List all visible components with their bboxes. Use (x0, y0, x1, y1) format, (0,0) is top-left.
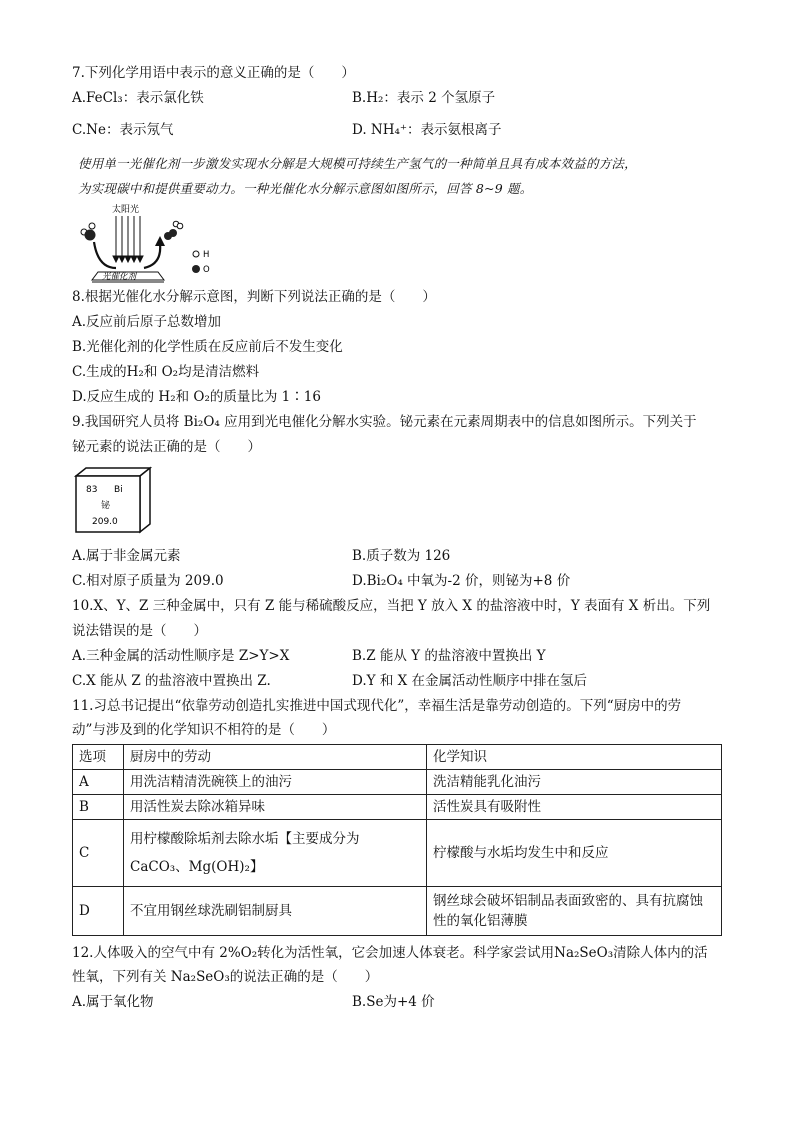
q12-stem-1: 12.人体吸入的空气中有 2%O₂转化为活性氧，它会加速人体衰老。科学家尝试用Na₂SeO₃清除人体内的活 (72, 945, 708, 961)
element-card-bi (72, 466, 152, 534)
q9-option-d: D.Bi₂O₄ 中氧为-2 价，则铋为+8 价 (352, 573, 571, 589)
product-molecules (164, 221, 183, 240)
q9-stem-1: 9.我国研究人员将 Bi₂O₄ 应用到光电催化分解水实验。铋元素在元素周期表中的信息如图所示。下列关于 (72, 414, 697, 430)
atomic-number: 83 (86, 485, 98, 495)
q12-stem-2: 性氧，下列有关 Na₂SeO₃的说法正确的是（ ） (72, 969, 379, 985)
q12-option-a: A.属于氧化物 (72, 994, 154, 1010)
q9-option-a: A.属于非金属元素 (72, 548, 181, 564)
q11-stem-2: 动”与涉及到的化学知识不相符的是（ ） (72, 722, 336, 738)
q10-option-d: D.Y 和 X 在金属活动性顺序中排在氢后 (352, 673, 588, 689)
sunlight-arrows (113, 216, 143, 262)
water-molecule (81, 223, 96, 241)
table-header-row (73, 745, 722, 770)
product-arrow-head (155, 236, 165, 246)
q7-option-d: D. NH₄⁺：表示氨根离子 (352, 122, 502, 138)
q10-stem-1: 10.X、Y、Z 三种金属中，只有 Z 能与稀硫酸反应，当把 Y 放入 X 的盐溶液中时，Y 表面有 X 析出。下列 (72, 598, 711, 614)
table-row (73, 820, 722, 887)
header-knowledge: 化学知识 (427, 745, 722, 770)
row-labor-line-1: 用柠檬酸除垢剂去除水垢【主要成分为 (130, 831, 360, 847)
row-knowledge: 柠檬酸与水垢均发生中和反应 (427, 820, 722, 887)
q8-stem: 8.根据光催化水分解示意图，判断下列说法正确的是（ ） (72, 289, 436, 305)
q8-option-a: A.反应前后原子总数增加 (72, 314, 222, 330)
atomic-mass: 209.0 (92, 517, 118, 527)
row-option: C (73, 820, 124, 887)
row-knowledge (427, 887, 722, 936)
row-knowledge: 洗洁精能乳化油污 (427, 770, 722, 795)
row-knowledge-line-2: 性的氧化铝薄膜 (433, 913, 528, 929)
header-option: 选项 (73, 745, 124, 770)
q9-option-c: C.相对原子质量为 209.0 (72, 573, 224, 589)
q10-stem-2: 说法错误的是（ ） (72, 623, 207, 639)
table-row (73, 795, 722, 820)
row-option: D (73, 887, 124, 936)
row-labor (124, 820, 427, 887)
q8-option-b: B.光催化剂的化学性质在反应前后不发生变化 (72, 339, 343, 355)
photocatalysis-diagram (72, 202, 222, 286)
reactant-arrow (94, 242, 116, 268)
row-option: A (73, 770, 124, 795)
q7-stem: 7.下列化学用语中表示的意义正确的是（ ） (72, 65, 355, 81)
row-knowledge: 活性炭具有吸附性 (427, 795, 722, 820)
q10-option-c: C.X 能从 Z 的盐溶液中置换出 Z. (72, 673, 271, 689)
h-atom-icon (193, 251, 199, 257)
q8-option-c: C.生成的H₂和 O₂均是清洁燃料 (72, 364, 260, 380)
q7-option-b: B.H₂：表示 2 个氢原子 (352, 90, 496, 106)
row-labor: 用洗洁精清洗碗筷上的油污 (124, 770, 427, 795)
row-labor: 不宜用钢丝球洗刷铝制厨具 (124, 887, 427, 936)
header-labor: 厨房中的劳动 (124, 745, 427, 770)
table-row (73, 770, 722, 795)
q10-option-a: A.三种金属的活动性顺序是 Z>Y>X (72, 648, 290, 664)
product-arrow (144, 244, 160, 268)
legend-h: H (203, 250, 210, 260)
q9-stem-2: 铋元素的说法正确的是（ ） (72, 439, 261, 455)
table-row (73, 887, 722, 936)
row-knowledge-line-1: 钢丝球会破坏铝制品表面致密的、具有抗腐蚀 (433, 893, 703, 909)
row-option: B (73, 795, 124, 820)
catalyst-label: 光催化剂 (102, 272, 137, 282)
intro-line-2: 为实现碳中和提供重要动力。一种光催化水分解示意图如图所示，回答 8~9 题。 (78, 181, 533, 196)
sun-label: 太阳光 (112, 205, 140, 215)
legend (192, 250, 210, 275)
element-name: 铋 (101, 501, 111, 511)
legend-o: O (203, 265, 210, 275)
row-labor: 用活性炭去除冰箱异味 (124, 795, 427, 820)
q11-table (72, 744, 722, 936)
q10-option-b: B.Z 能从 Y 的盐溶液中置换出 Y (352, 648, 546, 664)
q7-option-a: A.FeCl₃：表示氯化铁 (72, 90, 204, 106)
q11-stem-1: 11.习总书记提出“依靠劳动创造扎实推进中国式现代化”，幸福生活是靠劳动创造的。下列“厨房中的劳 (72, 698, 682, 714)
o-atom-icon (192, 265, 200, 273)
q7-option-c: C.Ne：表示氖气 (72, 122, 174, 138)
row-labor-line-2: CaCO₃、Mg(OH)₂】 (130, 859, 264, 875)
q8-option-d: D.反应生成的 H₂和 O₂的质量比为 1∶16 (72, 389, 321, 405)
q9-option-b: B.质子数为 126 (352, 548, 451, 564)
element-symbol: Bi (114, 485, 123, 495)
intro-line-1: 使用单一光催化剂一步激发实现水分解是大规模可持续生产氢气的一种简单且具有成本效益的方法， (78, 156, 637, 171)
q12-option-b: B.Se为+4 价 (352, 994, 435, 1010)
